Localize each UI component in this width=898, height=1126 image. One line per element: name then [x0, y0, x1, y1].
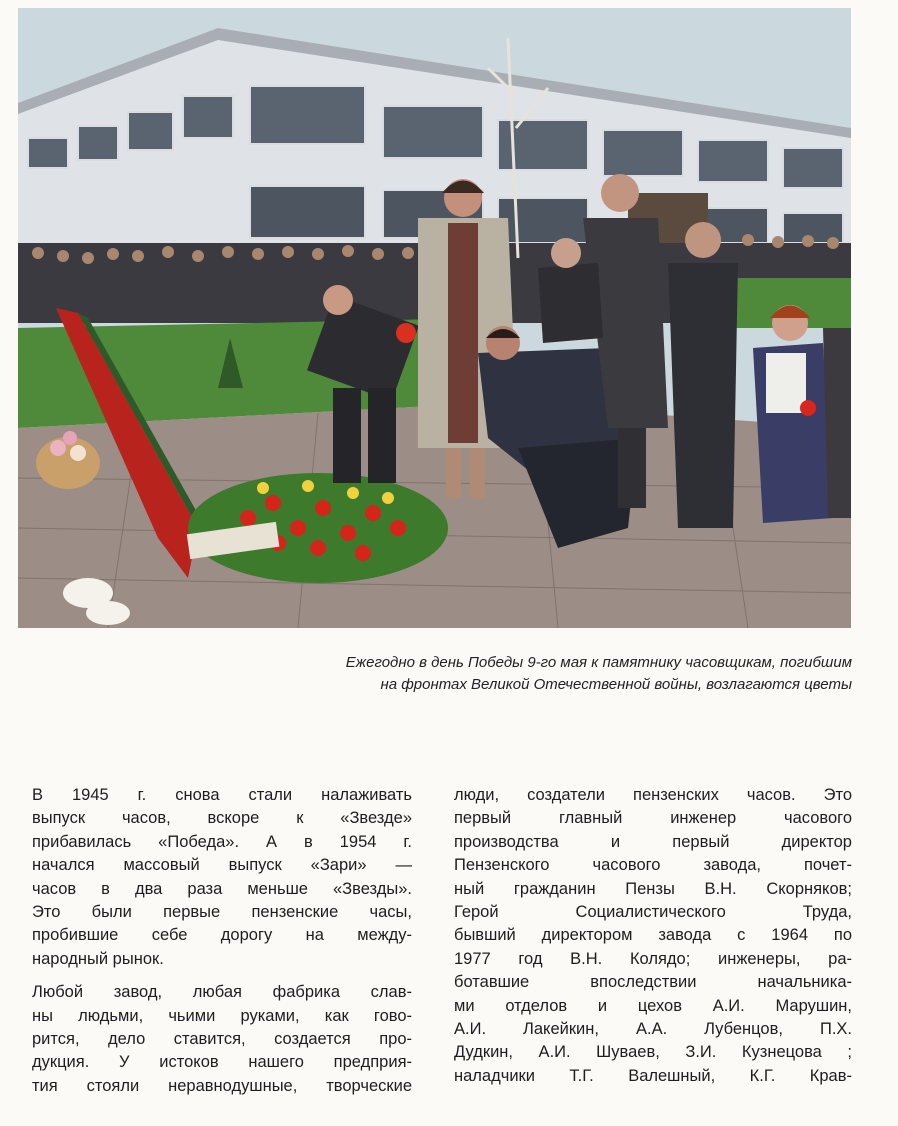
caption-line-2: на фронтах Великой Отечественной войны, возлагаются цветы — [380, 676, 852, 693]
text-line: первый главный инженер часового — [454, 809, 852, 828]
text-line: тия стояли неравнодушные, творческие — [32, 1076, 412, 1095]
caption-line-1: Ежегодно в день Победы 9-го мая к памятнику часовщикам, погибшим — [345, 654, 852, 671]
text-line: пробившие себе дорогу на между- — [32, 926, 412, 945]
text-line: дукция. У истоков нашего предприя- — [32, 1053, 412, 1072]
memorial-photo — [18, 8, 851, 628]
paragraph-1 — [32, 784, 412, 971]
text-line: Пензенского часового завода, почет- — [454, 856, 852, 875]
text-line: Герой Социалистического Труда, — [454, 902, 852, 921]
photo-caption — [150, 652, 852, 696]
text-line: В 1945 г. снова стали налаживать — [32, 786, 412, 804]
flower-pile — [187, 473, 448, 583]
text-line: бывший директором завода с 1964 по — [454, 926, 852, 945]
text-line: Это были первые пензенские часы, — [32, 902, 412, 921]
paragraph-2 — [32, 981, 412, 1098]
photo-illustration — [18, 8, 851, 628]
text-line: Любой завод, любая фабрика слав- — [32, 983, 412, 1002]
text-line: начался массовый выпуск «Зари» — — [32, 856, 412, 875]
text-line: часов в два раза меньше «Звезды». — [32, 879, 412, 898]
text-line: ный гражданин Пензы В.Н. Скорняков; — [454, 879, 852, 898]
text-line: прибавилась «Победа». А в 1954 г. — [32, 832, 412, 851]
text-line: выпуск часов, вскоре к «Звезде» — [32, 809, 412, 828]
text-column-right — [454, 784, 852, 1088]
text-line: ботавшие впоследствии начальника- — [454, 973, 852, 992]
text-line: Дудкин, А.И. Шуваев, З.И. Кузнецова ; — [454, 1043, 852, 1062]
text-line: ми отделов и цехов А.И. Марушин, — [454, 996, 852, 1015]
text-line: рится, дело ставится, создается про- — [32, 1029, 412, 1048]
text-line: 1977 год В.Н. Колядо; инженеры, ра- — [454, 949, 852, 968]
text-column-left — [32, 784, 412, 1098]
text-line: наладчики Т.Г. Валешный, К.Г. Крав- — [454, 1066, 852, 1085]
text-line: производства и первый директор — [454, 832, 852, 851]
text-line: А.И. Лакейкин, А.А. Лубенцов, П.Х. — [454, 1019, 852, 1038]
text-line: народный рынок. — [32, 949, 164, 968]
text-line: люди, создатели пензенских часов. Это — [454, 786, 852, 804]
text-line: ны людьми, чьими руками, как гово- — [32, 1006, 412, 1025]
